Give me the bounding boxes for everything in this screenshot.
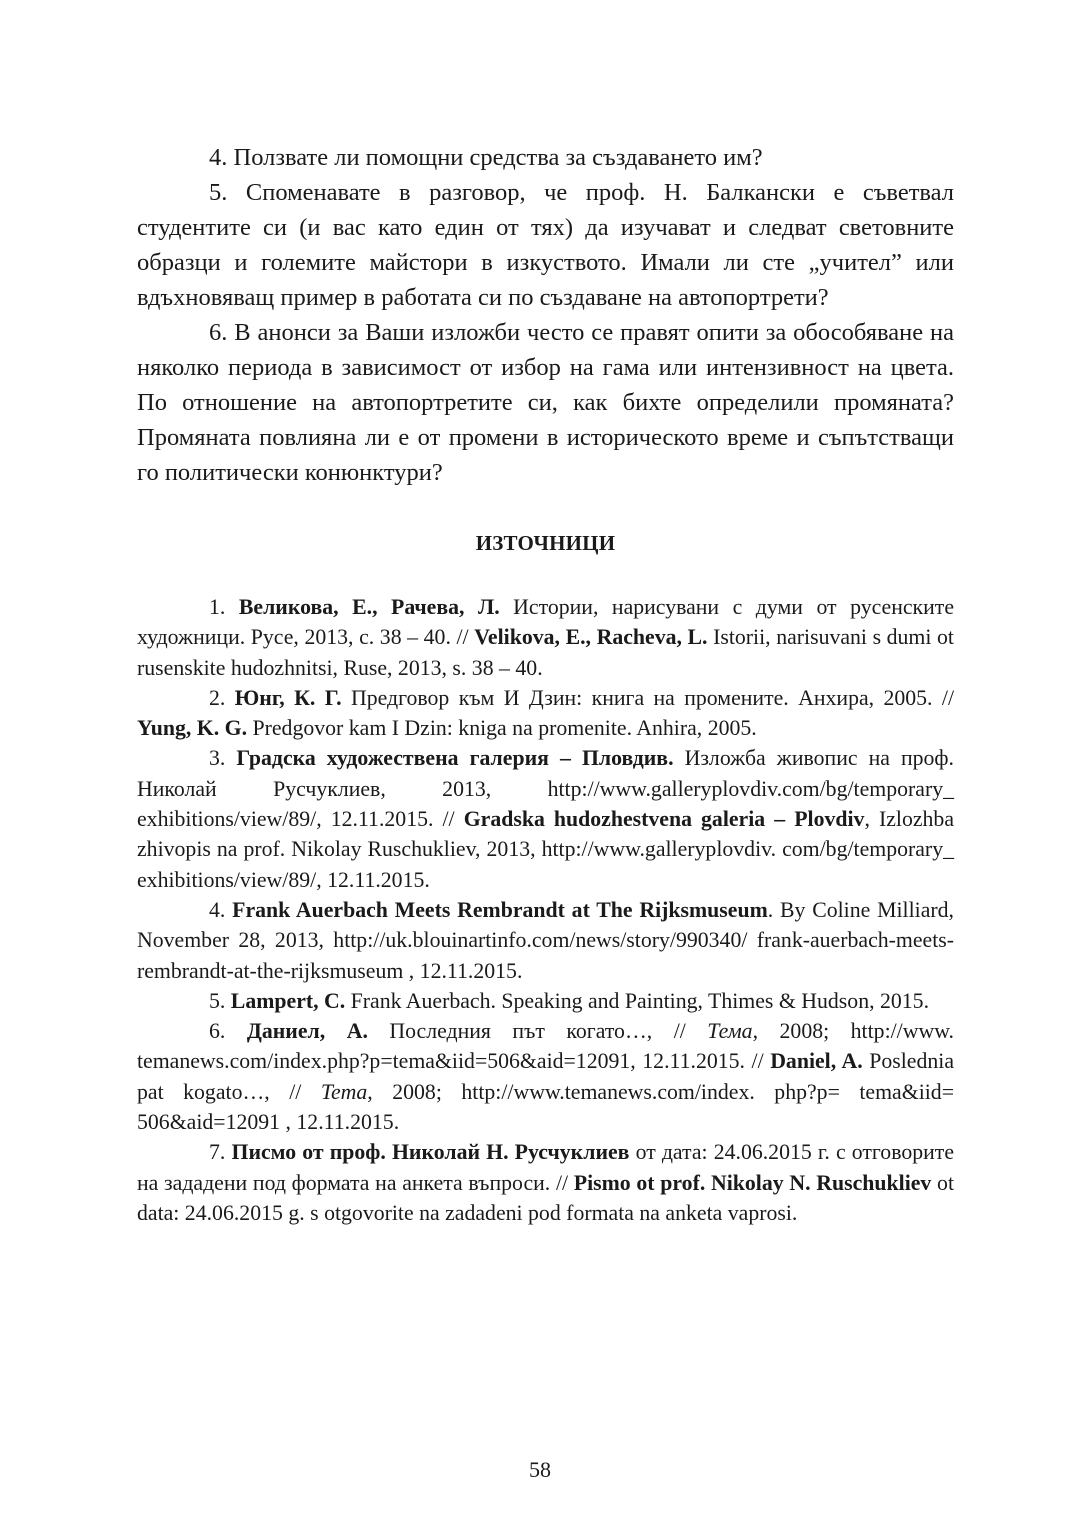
reference-author: Lampert, C. [230,988,346,1013]
reference-text: Изложба живопис на проф. Николай Русчуклиев, 2013, http://www.galleryplovdiv.com/bg/temporary_ exhibitions/view/89/, 12.11.2015. // [137,746,955,832]
reference-number: 7. [209,1140,232,1165]
reference-author: Frank Auerbach Meets Rembrandt at The Rijksmuseum [232,897,768,922]
reference-text: Последния път когато…, // [367,1019,708,1044]
reference-text: . By Coline Milliard, November 28, 2013, http://uk.blouinartinfo.com/news/story/990340/ frank-auerbach-meets-rembrandt-at-the-rijksmuseum , 12.11.2015. [137,897,954,983]
reference-author: Юнг, К. Г. [234,685,342,710]
reference-number: 5. [209,988,231,1013]
reference-number: 1. [209,595,239,619]
reference-author-translit: Yung, K. G. [137,716,248,741]
sources-heading: ИЗТОЧНИЦИ [475,531,616,555]
reference-item [137,743,954,894]
reference-author: Великова, Е., Рачева, Л. [238,595,500,619]
reference-text-translit: Poslednia pat kogato…, // [137,1049,954,1104]
reference-text: Истории, нарисувани с думи от русенските художници. Русе, 2013, с. 38 – 40. // [137,595,954,650]
reference-text: Предговор към И Дзин: книга на промените. Анхира, 2005. // [341,685,954,710]
reference-number: 3. [209,746,237,771]
reference-number: 6. [209,1019,247,1044]
page-content [137,140,954,1228]
reference-text: от дата: 24.06.2015 г. с отговорите на зададени под формата на анкета въпроси. // [137,1140,955,1195]
reference-item [137,895,954,986]
reference-item [137,592,954,683]
reference-text-translit: ot data: 24.06.2015 g. s otgovorite na zadadeni pod formata na anketa vaprosi. [137,1170,955,1225]
question-paragraph: 4. Ползвате ли помощни средства за създаването им? [209,144,763,171]
reference-number: 2. [209,685,235,710]
question-paragraph: 6. В анонси за Ваши изложби често се правят опити за обособяване на няколко периода в зависимост от избор на гама или интензивност на цвета. По отношение на автопортретите си, как бихте определили промяната? Промяната повлияна ли е от промени в историческото време и съпътстващи го политически конюнктури? [137,319,954,486]
reference-author: Даниел, А. [246,1019,368,1044]
reference-text-translit: Istorii, narisuvani s dumi ot rusenskite hudozhnitsi, Ruse, 2013, s. 38 – 40. [137,625,954,680]
reference-journal-translit: Tema [320,1079,368,1104]
reference-author: Писмо от проф. Николай Н. Русчуклиев [231,1140,630,1165]
reference-author-translit: Daniel, A. [770,1049,863,1074]
reference-item [137,986,954,1016]
reference-text-translit: , 2008; http://www.temanews.com/index. php?p= tema&iid= 506&aid=12091 , 12.11.2015. [137,1079,954,1135]
page-number: 58 [529,1457,551,1482]
reference-item [137,1016,954,1137]
reference-text: Frank Auerbach. Speaking and Painting, Thimes & Hudson, 2015. [345,988,930,1013]
question-paragraph: 5. Споменавате в разговор, че проф. Н. Балкански е съветвал студентите си (и вас като един от тях) да изучават и следват световните образци и големите майстори в изкуството. Имали ли сте „учител” или вдъхновяващ пример в работата си по създаване на автопортрети? [137,179,954,311]
reference-author-translit: Gradska hudozhestvena galeria – Plovdiv [463,807,865,832]
reference-item [137,1137,954,1228]
reference-author: Градска художествена галерия – Пловдив. [236,746,674,771]
reference-text-translit: , Izlozhba zhivopis na prof. Nikolay Ruschukliev, 2013, http://www.galleryplovdiv. com/bg/temporary_ exhibitions/view/89/, 12.11.2015. [137,807,954,892]
reference-text-translit: Predgovor kam I Dzin: kniga na promenite. Anhira, 2005. [247,716,757,741]
reference-journal: Тема [707,1019,753,1044]
reference-author-translit: Pismo ot prof. Nikolay N. Ruschukliev [573,1170,932,1195]
reference-item [137,683,954,744]
reference-text: , 2008; http://www. temanews.com/index.php?p=tema&iid=506&aid=12091, 12.11.2015. // [137,1019,954,1074]
reference-author-translit: Velikova, E., Racheva, L. [474,625,708,650]
reference-number: 4. [209,897,233,922]
